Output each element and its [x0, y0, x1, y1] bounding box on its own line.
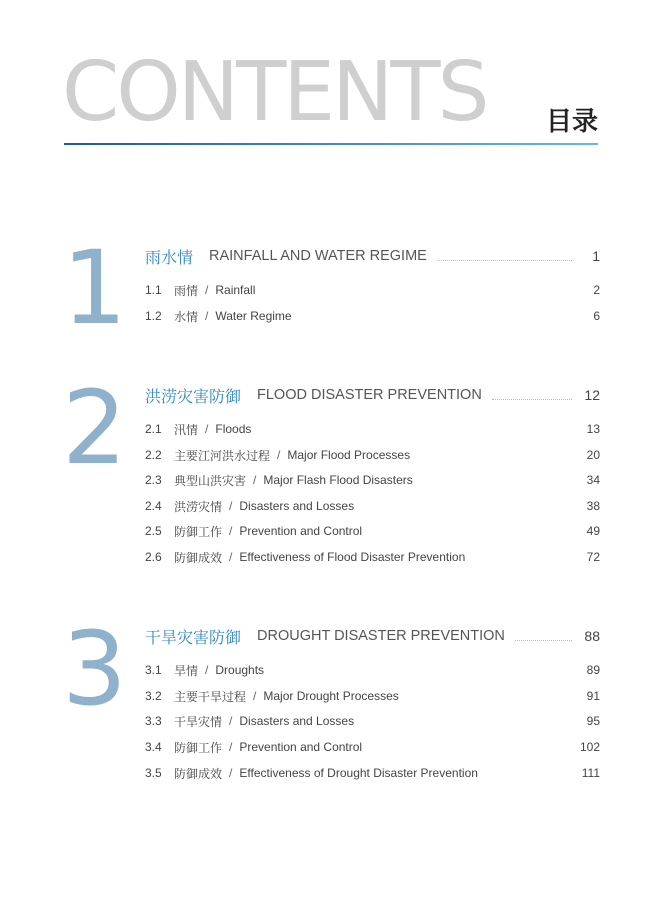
section-number: 2 — [62, 369, 127, 488]
toc-item[interactable] — [145, 281, 600, 299]
item-title-en: Effectiveness of Flood Disaster Prevention — [239, 550, 466, 564]
item-title-en: Effectiveness of Drought Disaster Prevention — [239, 766, 478, 780]
section-page: 12 — [584, 387, 600, 403]
item-title-en: Major Flood Processes — [287, 448, 411, 462]
section-title-zh: 干旱灾害防御 — [145, 629, 242, 647]
item-title-en: Major Drought Processes — [263, 689, 399, 703]
item-title-zh: 防御工作 — [174, 524, 223, 539]
toc-item[interactable] — [145, 497, 600, 515]
toc-item[interactable] — [145, 687, 600, 705]
section-title-en: DROUGHT DISASTER PREVENTION — [257, 628, 505, 644]
item-page: 91 — [586, 689, 600, 703]
item-number: 2.4 — [145, 499, 162, 513]
item-page: 34 — [586, 473, 600, 487]
item-page: 20 — [586, 448, 600, 462]
toc-item[interactable] — [145, 420, 600, 438]
item-title-zh: 雨情 — [174, 283, 199, 298]
item-title-en: Water Regime — [215, 309, 292, 323]
toc-item[interactable] — [145, 471, 600, 489]
page-title: CONTENTS — [62, 45, 487, 140]
item-number: 3.5 — [145, 766, 162, 780]
toc-item[interactable] — [145, 738, 600, 756]
item-number: 2.5 — [145, 524, 162, 538]
item-separator: / — [229, 499, 233, 513]
item-title-zh: 汛情 — [174, 422, 199, 437]
item-page: 38 — [586, 499, 600, 513]
item-page: 102 — [579, 740, 600, 754]
item-separator: / — [229, 524, 233, 538]
item-page: 49 — [586, 524, 600, 538]
item-title-zh: 旱情 — [174, 663, 199, 678]
toc-item[interactable] — [145, 661, 600, 679]
item-title-en: Rainfall — [215, 283, 256, 297]
section-heading[interactable] — [145, 626, 600, 646]
item-page: 95 — [586, 714, 600, 728]
item-title-en: Disasters and Losses — [239, 499, 355, 513]
item-title-zh: 防御工作 — [174, 740, 223, 755]
dot-leader — [515, 639, 572, 641]
item-separator: / — [277, 448, 281, 462]
section-page: 88 — [584, 628, 600, 644]
item-number: 2.1 — [145, 422, 162, 436]
toc-item[interactable] — [145, 712, 600, 730]
item-separator: / — [205, 422, 209, 436]
item-separator: / — [229, 740, 233, 754]
item-title-en: Droughts — [215, 663, 265, 677]
item-number: 3.3 — [145, 714, 162, 728]
item-separator: / — [229, 550, 233, 564]
item-number: 2.6 — [145, 550, 162, 564]
item-number: 2.3 — [145, 473, 162, 487]
section-heading[interactable] — [145, 246, 600, 266]
section-title-en: RAINFALL AND WATER REGIME — [209, 248, 427, 264]
dot-leader — [492, 398, 572, 400]
item-page: 89 — [586, 663, 600, 677]
item-number: 3.2 — [145, 689, 162, 703]
item-page: 111 — [581, 766, 600, 780]
section-number: 3 — [62, 610, 127, 729]
item-title-en: Disasters and Losses — [239, 714, 355, 728]
page-subtitle: 目录 — [545, 106, 598, 136]
section-number: 1 — [62, 229, 127, 348]
toc-item[interactable] — [145, 446, 600, 464]
item-title-zh: 防御成效 — [174, 766, 223, 781]
item-number: 1.1 — [145, 283, 162, 297]
item-page: 6 — [593, 309, 600, 323]
item-number: 3.4 — [145, 740, 162, 754]
toc-item[interactable] — [145, 764, 600, 782]
item-title-zh: 典型山洪灾害 — [174, 473, 247, 488]
item-number: 1.2 — [145, 309, 162, 323]
item-separator: / — [229, 714, 233, 728]
item-title-zh: 主要干旱过程 — [174, 689, 247, 704]
item-title-zh: 主要江河洪水过程 — [174, 448, 271, 463]
item-separator: / — [253, 473, 257, 487]
item-separator: / — [205, 283, 209, 297]
item-separator: / — [205, 663, 209, 677]
item-title-zh: 洪涝灾情 — [174, 499, 223, 514]
item-page: 13 — [586, 422, 600, 436]
item-title-zh: 防御成效 — [174, 550, 223, 565]
toc-item[interactable] — [145, 522, 600, 540]
item-separator: / — [205, 309, 209, 323]
toc-item[interactable] — [145, 548, 600, 566]
item-title-zh: 干旱灾情 — [174, 714, 223, 729]
section-heading[interactable] — [145, 385, 600, 405]
item-title-en: Prevention and Control — [239, 524, 363, 538]
section-title-en: FLOOD DISASTER PREVENTION — [257, 387, 482, 403]
item-page: 72 — [586, 550, 600, 564]
item-title-zh: 水情 — [174, 309, 199, 324]
item-number: 2.2 — [145, 448, 162, 462]
item-separator: / — [253, 689, 257, 703]
toc-item[interactable] — [145, 307, 600, 325]
item-separator: / — [229, 766, 233, 780]
item-title-en: Prevention and Control — [239, 740, 363, 754]
section-page: 1 — [592, 248, 600, 264]
item-number: 3.1 — [145, 663, 162, 677]
section-title-zh: 洪涝灾害防御 — [145, 388, 242, 406]
dot-leader — [437, 259, 572, 261]
item-title-en: Major Flash Flood Disasters — [263, 473, 413, 487]
item-page: 2 — [593, 283, 600, 297]
title-divider — [64, 143, 598, 145]
item-title-en: Floods — [215, 422, 252, 436]
section-title-zh: 雨水情 — [145, 249, 194, 267]
